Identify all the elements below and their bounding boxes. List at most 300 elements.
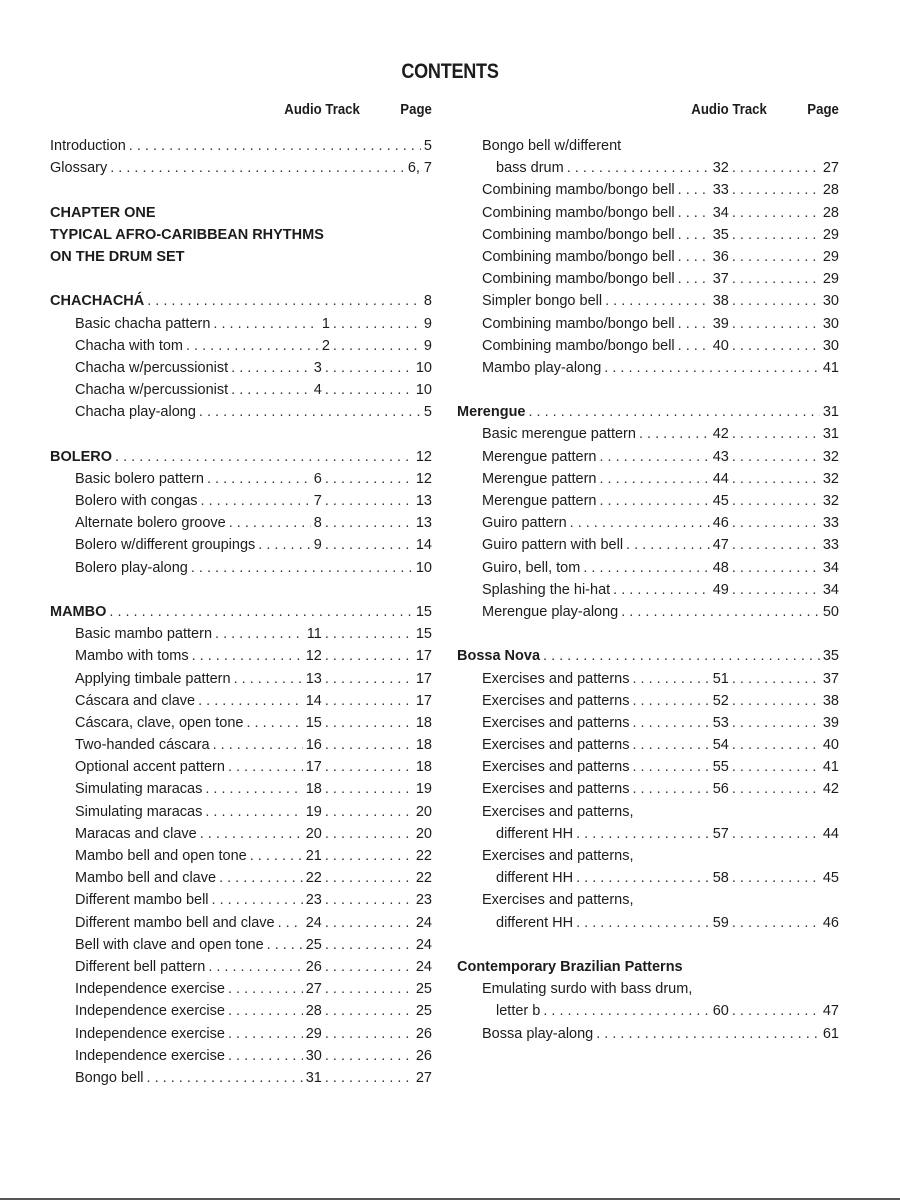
entry-track: 36 (712, 248, 729, 265)
toc-entry[interactable] (457, 601, 839, 623)
leader-dots (325, 956, 413, 978)
toc-entry[interactable] (457, 534, 839, 556)
entry-label: Optional accent pattern (75, 759, 225, 776)
entry-label: Chacha w/percussionist (75, 359, 229, 376)
entry-track: 44 (712, 470, 729, 487)
leader-dots (732, 246, 820, 268)
entry-label: Combining mambo/bongo bell (482, 226, 675, 243)
toc-entry[interactable] (457, 157, 839, 179)
entry-page: 29 (822, 248, 839, 265)
section-merengue[interactable] (457, 401, 839, 423)
entry-label: Basic bolero pattern (75, 470, 204, 487)
leader-dots (732, 423, 820, 445)
entry-page: 14 (415, 537, 432, 554)
section-chachacha[interactable] (50, 290, 432, 312)
leader-dots (325, 468, 413, 490)
audio-track-header: Audio Track (284, 101, 360, 118)
entry-label: Simulating maracas (75, 803, 203, 820)
toc-entry-glossary[interactable] (50, 157, 432, 179)
toc-entry[interactable] (457, 268, 839, 290)
leader-dots (732, 335, 820, 357)
entry-track: 26 (305, 958, 322, 975)
entry-page: 26 (415, 1047, 432, 1064)
leader-dots (147, 290, 421, 312)
entry-label: Combining mambo/bongo bell (482, 204, 675, 221)
entry-page: 18 (415, 737, 432, 754)
leader-dots (678, 224, 710, 246)
toc-entry[interactable] (50, 867, 432, 889)
entry-label: Guiro pattern (482, 515, 567, 532)
leader-dots (215, 623, 304, 645)
entry-page: 27 (822, 160, 839, 177)
leader-dots (325, 823, 413, 845)
entry-label: Independence exercise (75, 981, 225, 998)
entry-label: Guiro, bell, tom (482, 559, 581, 576)
entry-track: 34 (712, 204, 729, 221)
leader-dots (229, 512, 311, 534)
entry-track: 6 (313, 470, 322, 487)
leader-dots (147, 1067, 303, 1089)
toc-entry[interactable] (50, 912, 432, 934)
leader-dots (621, 601, 820, 623)
toc-entry[interactable] (457, 734, 839, 756)
toc-entry[interactable] (457, 335, 839, 357)
entry-track: 56 (712, 781, 729, 798)
entry-label: Chacha w/percussionist (75, 382, 229, 399)
toc-entry[interactable] (50, 1000, 432, 1022)
entry-track: 2 (321, 337, 330, 354)
toc-entry[interactable] (457, 224, 839, 246)
entry-label: Independence exercise (75, 1025, 225, 1042)
leader-dots (633, 668, 710, 690)
entry-label: Independence exercise (75, 1047, 225, 1064)
mambo-items (50, 623, 432, 1089)
toc-entry[interactable] (50, 401, 432, 423)
bongo-items (457, 179, 839, 379)
entry-label: Merengue pattern (482, 493, 597, 509)
toc-entry[interactable] (457, 179, 839, 201)
entry-page: 13 (415, 493, 432, 509)
entry-page: 40 (822, 737, 839, 754)
leader-dots (228, 1000, 303, 1022)
toc-entry[interactable] (457, 557, 839, 579)
leader-dots (325, 978, 413, 1000)
entry-label: Different mambo bell and clave (75, 914, 275, 931)
leader-dots (278, 912, 303, 934)
entry-label: Glossary (50, 160, 108, 177)
entry-page: 35 (822, 648, 839, 665)
leader-dots (732, 734, 820, 756)
toc-entry[interactable] (50, 468, 432, 490)
entry-page: 6, 7 (407, 160, 432, 177)
entry-label: Cáscara and clave (75, 692, 196, 709)
brazil-playalong (457, 1023, 839, 1045)
leader-dots (732, 179, 820, 201)
entry-track: 16 (305, 737, 322, 754)
toc-entry[interactable] (50, 956, 432, 978)
entry-page: 19 (415, 781, 432, 798)
entry-page: 28 (822, 182, 839, 199)
section-title: Bossa Nova (457, 648, 541, 665)
chachacha-items (50, 313, 432, 424)
entry-page: 17 (415, 670, 432, 687)
column-header (50, 101, 432, 121)
toc-entry[interactable] (457, 778, 839, 800)
toc-entry[interactable] (50, 801, 432, 823)
leader-dots (633, 734, 710, 756)
toc-entry[interactable] (457, 712, 839, 734)
entry-page: 18 (415, 714, 432, 731)
leader-dots (604, 357, 820, 379)
entry-label: Simpler bongo bell (482, 293, 603, 310)
entry-track: 3 (313, 359, 322, 376)
entry-track: 9 (313, 537, 322, 554)
entry-label: Cáscara, clave, open tone (75, 714, 244, 731)
toc-entry[interactable] (457, 246, 839, 268)
leader-dots (325, 801, 413, 823)
leader-dots (109, 601, 412, 623)
leader-dots (205, 778, 302, 800)
entry-page: 24 (415, 958, 432, 975)
entry-label: Applying timbale pattern (75, 670, 231, 687)
toc-entry[interactable] (50, 978, 432, 1000)
toc-entry[interactable] (457, 512, 839, 534)
leader-dots (732, 579, 820, 601)
entry-first-line[interactable]: Exercises and patterns, (482, 848, 634, 864)
leader-dots (599, 468, 709, 490)
leader-dots (129, 135, 421, 157)
right-column (457, 101, 839, 1045)
entry-track: 57 (712, 825, 729, 842)
leader-dots (732, 157, 820, 179)
leader-dots (228, 1023, 303, 1045)
entry-track: 35 (712, 226, 729, 243)
entry-track: 11 (306, 626, 322, 643)
leader-dots (633, 778, 710, 800)
section-title: Merengue (457, 404, 526, 421)
leader-dots (732, 1000, 820, 1022)
toc-entry[interactable] (50, 934, 432, 956)
entry-track: 8 (313, 515, 322, 532)
column-header (457, 101, 839, 121)
entry-label: Simulating maracas (75, 781, 203, 798)
toc-entry[interactable] (457, 1000, 839, 1022)
entry-track: 32 (712, 160, 729, 177)
toc-entry[interactable] (457, 446, 839, 468)
toc-entry[interactable] (50, 756, 432, 778)
section-bolero[interactable] (50, 446, 432, 468)
entry-label: Exercises and patterns (482, 781, 630, 798)
entry-label: Combining mambo/bongo bell (482, 248, 675, 265)
toc-entry[interactable] (457, 202, 839, 224)
entry-page: 22 (415, 848, 432, 864)
leader-dots (678, 268, 710, 290)
entry-label: Independence exercise (75, 1003, 225, 1020)
entry-page: 33 (822, 537, 839, 554)
leader-dots (191, 557, 413, 579)
leader-dots (732, 668, 820, 690)
toc-entry[interactable] (50, 823, 432, 845)
entry-track: 54 (712, 737, 729, 754)
toc-entry[interactable] (50, 557, 432, 579)
leader-dots (567, 157, 710, 179)
entry-track: 13 (305, 670, 322, 687)
toc-entry[interactable] (50, 845, 432, 867)
entry-track: 22 (305, 870, 322, 887)
entry-track: 1 (321, 315, 330, 332)
leader-dots (678, 313, 710, 335)
leader-dots (732, 268, 820, 290)
entry-track: 19 (305, 803, 322, 820)
toc-entry[interactable] (50, 1023, 432, 1045)
entry-page: 8 (423, 293, 432, 310)
leader-dots (596, 1023, 820, 1045)
entry-page: 34 (822, 559, 839, 576)
entry-label: Bolero with congas (75, 493, 198, 509)
leader-dots (219, 867, 303, 889)
entry-track: 48 (712, 559, 729, 576)
entry-label: Splashing the hi-hat (482, 581, 611, 598)
leader-dots (543, 645, 820, 667)
entry-page: 45 (822, 870, 839, 887)
leader-dots (325, 623, 413, 645)
leader-dots (633, 690, 710, 712)
entry-track: 4 (313, 382, 322, 399)
entry-track: 15 (305, 714, 322, 731)
entry-track: 43 (712, 448, 729, 465)
toc-entry[interactable] (457, 423, 839, 445)
leader-dots (732, 202, 820, 224)
entry-first-line[interactable]: Exercises and patterns, (482, 803, 634, 820)
entry-page: 24 (415, 936, 432, 953)
page-title: CONTENTS (401, 60, 499, 83)
entry-track: 21 (305, 848, 322, 864)
toc-entry[interactable] (50, 313, 432, 335)
leader-dots (228, 978, 303, 1000)
entry-label: Alternate bolero groove (75, 515, 226, 532)
entry-track: 20 (305, 825, 322, 842)
toc-entry-introduction[interactable] (50, 135, 432, 157)
entry-first-line[interactable]: Bongo bell w/different (482, 138, 622, 154)
entry-page: 9 (423, 315, 432, 332)
entry-track: 55 (712, 759, 729, 776)
toc-entry[interactable] (457, 867, 839, 889)
toc-entry[interactable] (50, 778, 432, 800)
leader-dots (570, 512, 710, 534)
entry-track: 29 (305, 1025, 322, 1042)
toc-entry[interactable] (50, 490, 432, 512)
toc-entry[interactable] (50, 534, 432, 556)
entry-page: 30 (822, 293, 839, 310)
leader-dots (599, 446, 709, 468)
leader-dots (529, 401, 820, 423)
entry-track: 50 (822, 603, 839, 620)
leader-dots (213, 313, 318, 335)
toc-entry[interactable] (457, 579, 839, 601)
leader-dots (213, 734, 303, 756)
leader-dots (325, 1067, 413, 1089)
entry-page: 46 (822, 914, 839, 931)
entry-page: 9 (423, 337, 432, 354)
entry-label: Combining mambo/bongo bell (482, 337, 675, 354)
bossa-multiline-items (457, 801, 839, 934)
toc-entry[interactable] (457, 313, 839, 335)
entry-track: 24 (305, 914, 322, 931)
entry-track: 52 (712, 692, 729, 709)
toc-entry[interactable] (50, 690, 432, 712)
toc-entry[interactable] (457, 1023, 839, 1045)
entry-label: different HH (496, 825, 574, 842)
entry-label: Mambo bell and clave (75, 870, 217, 887)
leader-dots (732, 313, 820, 335)
entry-track: 53 (712, 714, 729, 731)
toc-entry[interactable] (50, 1067, 432, 1089)
entry-page: 17 (415, 648, 432, 665)
toc-entry[interactable] (50, 734, 432, 756)
toc-entry[interactable] (50, 712, 432, 734)
toc-entry[interactable] (457, 468, 839, 490)
entry-track: 51 (712, 670, 729, 687)
entry-page: 18 (415, 759, 432, 776)
toc-entry[interactable] (457, 490, 839, 512)
entry-label: Exercises and patterns (482, 759, 630, 776)
entry-track: 42 (712, 426, 729, 443)
leader-dots (605, 290, 710, 312)
entry-page: 25 (415, 981, 432, 998)
leader-dots (186, 335, 319, 357)
entry-label: Merengue play-along (482, 603, 619, 620)
entry-page: 41 (822, 759, 839, 776)
leader-dots (599, 490, 709, 512)
page-header: Page (400, 101, 432, 118)
section-mambo[interactable] (50, 601, 432, 623)
leader-dots (325, 889, 413, 911)
toc-entry[interactable] (50, 512, 432, 534)
entry-track: 41 (822, 359, 839, 376)
toc-entry[interactable] (50, 889, 432, 911)
section-bossa-nova[interactable] (457, 645, 839, 667)
toc-entry[interactable] (457, 290, 839, 312)
leader-dots (583, 557, 709, 579)
entry-page: 15 (415, 626, 432, 643)
entry-label: Different bell pattern (75, 958, 206, 975)
entry-page: 34 (822, 581, 839, 598)
entry-label: Combining mambo/bongo bell (482, 182, 675, 199)
chapter-heading-line: CHAPTER ONE (50, 204, 156, 221)
entry-label: Basic merengue pattern (482, 426, 636, 443)
toc-entry[interactable] (50, 668, 432, 690)
entry-label: Introduction (50, 138, 126, 154)
leader-dots (639, 423, 710, 445)
leader-dots (732, 712, 820, 734)
entry-first-line[interactable]: Exercises and patterns, (482, 892, 634, 909)
toc-entry[interactable] (50, 1045, 432, 1067)
entry-track: 28 (305, 1003, 322, 1020)
section-contemporary-brazilian[interactable]: Contemporary Brazilian Patterns (457, 958, 683, 975)
entry-track: 30 (305, 1047, 322, 1064)
entry-track: 7 (313, 493, 322, 509)
leader-dots (199, 401, 421, 423)
entry-label: bass drum (496, 160, 564, 177)
entry-label: different HH (496, 870, 574, 887)
entry-track: 27 (305, 981, 322, 998)
leader-dots (325, 756, 413, 778)
entry-first-line[interactable]: Emulating surdo with bass drum, (482, 981, 693, 998)
toc-entry[interactable] (50, 379, 432, 401)
entry-label: Different mambo bell (75, 892, 209, 909)
entry-page: 30 (822, 315, 839, 332)
entry-label: Bolero play-along (75, 559, 188, 576)
leader-dots (732, 823, 820, 845)
leader-dots (325, 690, 413, 712)
toc-entry[interactable] (457, 756, 839, 778)
leader-dots (678, 246, 710, 268)
section-title: CHACHACHÁ (50, 293, 145, 310)
leader-dots (325, 534, 413, 556)
entry-label: Maracas and clave (75, 825, 197, 842)
leader-dots (198, 690, 303, 712)
entry-page: 29 (822, 271, 839, 288)
entry-page: 12 (415, 470, 432, 487)
entry-page: 31 (822, 404, 839, 421)
entry-track: 25 (305, 936, 322, 953)
entry-track: 40 (712, 337, 729, 354)
leader-dots (250, 845, 303, 867)
toc-entry[interactable] (457, 912, 839, 934)
toc-entry[interactable] (50, 623, 432, 645)
leader-dots (325, 357, 413, 379)
leader-dots (732, 912, 820, 934)
entry-track: 45 (712, 493, 729, 509)
entry-label: Bell with clave and open tone (75, 936, 264, 953)
leader-dots (234, 668, 303, 690)
entry-page: 32 (822, 470, 839, 487)
leader-dots (192, 645, 303, 667)
toc-entry[interactable] (50, 645, 432, 667)
entry-label: Merengue pattern (482, 448, 597, 465)
toc-entry[interactable] (50, 335, 432, 357)
leader-dots (613, 579, 710, 601)
leader-dots (732, 778, 820, 800)
leader-dots (246, 712, 302, 734)
entry-page: 26 (415, 1025, 432, 1042)
leader-dots (732, 446, 820, 468)
entry-label: Chacha with tom (75, 337, 183, 354)
entry-track: 49 (712, 581, 729, 598)
section-title: MAMBO (50, 603, 107, 620)
entry-track: 46 (712, 515, 729, 532)
entry-label: Bossa play-along (482, 1025, 594, 1042)
toc-entry[interactable] (457, 690, 839, 712)
leader-dots (576, 867, 710, 889)
toc-entry[interactable] (457, 668, 839, 690)
leader-dots (325, 778, 413, 800)
leader-dots (200, 823, 303, 845)
leader-dots (325, 845, 413, 867)
toc-entry[interactable] (50, 357, 432, 379)
entry-track: 12 (305, 648, 322, 665)
toc-entry[interactable] (457, 357, 839, 379)
entry-track: 14 (305, 692, 322, 709)
entry-label: Combining mambo/bongo bell (482, 271, 675, 288)
toc-entry[interactable] (457, 823, 839, 845)
leader-dots (732, 490, 820, 512)
entry-page: 17 (415, 692, 432, 709)
entry-page: 29 (822, 226, 839, 243)
entry-label: Two-handed cáscara (75, 737, 210, 754)
leader-dots (732, 756, 820, 778)
bossa-items (457, 668, 839, 801)
